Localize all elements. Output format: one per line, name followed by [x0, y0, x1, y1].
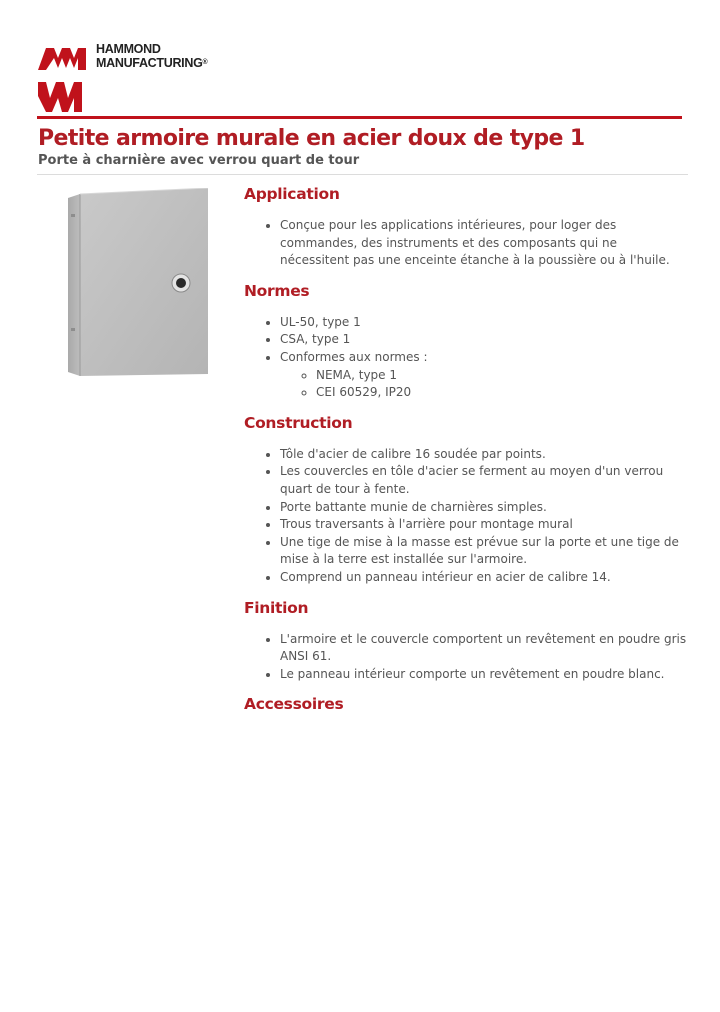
product-details — [244, 184, 690, 714]
product-enclosure-image — [60, 188, 220, 380]
header-rule — [37, 116, 682, 119]
normes-list — [244, 314, 690, 402]
hammond-logo — [38, 40, 228, 112]
list-item: • UL-50, type 1 — [280, 314, 690, 332]
list-item: • L'armoire et le couvercle comportent un revêtement en poudre gris ANSI 61. — [280, 631, 690, 666]
page-subtitle: Porte à charnière avec verrou quart de tour — [38, 153, 360, 168]
brand-line-1: HAMMOND — [96, 42, 161, 56]
list-item-text: Conformes aux normes : — [280, 349, 428, 364]
application-list — [244, 217, 690, 270]
sub-list-item: ◦ NEMA, type 1 — [316, 367, 690, 385]
sub-list-item: ◦ CEI 60529, IP20 — [316, 384, 690, 402]
list-item: • Conçue pour les applications intérieures, pour loger des commandes, des instruments et des composants qui ne nécessitent pas une enceinte étanche à la poussière ou à l'huile. — [280, 217, 690, 270]
list-item: • Une tige de mise à la masse est prévue sur la porte et une tige de mise à la terre est installée sur l'armoire. — [280, 534, 690, 569]
list-item: • Trous traversants à l'arrière pour montage mural — [280, 516, 690, 534]
list-item: • Porte battante munie de charnières simples. — [280, 499, 690, 517]
registered-mark: ® — [202, 59, 208, 66]
hammond-logo-mark-icon — [38, 40, 90, 112]
page-title: Petite armoire murale en acier doux de type 1 — [38, 126, 585, 151]
list-item: • Comprend un panneau intérieur en acier de calibre 14. — [280, 569, 690, 587]
finition-list — [244, 631, 690, 684]
normes-sublist — [280, 367, 690, 402]
brand-wordmark — [96, 42, 207, 70]
list-item: • Les couvercles en tôle d'acier se ferment au moyen d'un verrou quart de tour à fente. — [280, 463, 690, 498]
list-item: • Tôle d'acier de calibre 16 soudée par points. — [280, 446, 690, 464]
brand-line-2-text: MANUFACTURING — [96, 56, 203, 70]
list-item: • Le panneau intérieur comporte un revêtement en poudre blanc. — [280, 666, 690, 684]
list-item — [280, 349, 690, 402]
brand-line-2 — [96, 56, 207, 70]
section-heading-application: Application — [244, 185, 340, 203]
section-heading-accessoires: Accessoires — [244, 695, 344, 714]
section-heading-construction: Construction — [244, 413, 353, 432]
construction-list — [244, 446, 690, 587]
section-heading-finition: Finition — [244, 598, 309, 617]
section-heading-normes: Normes — [244, 281, 310, 300]
subtitle-divider — [37, 174, 688, 175]
list-item: • CSA, type 1 — [280, 331, 690, 349]
